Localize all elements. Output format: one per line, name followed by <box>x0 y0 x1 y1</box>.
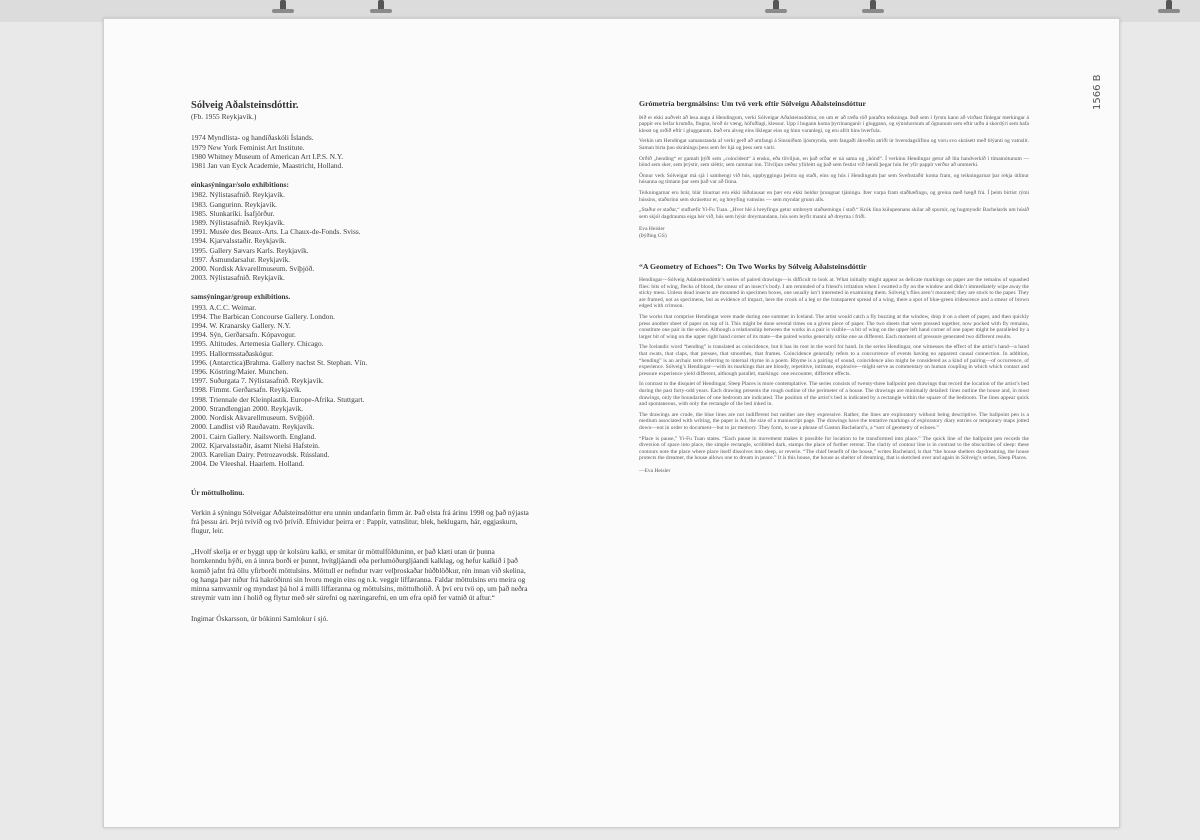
paragraph: Verkin um Hendingar samanstanda af verki gerð að umfangi á Sinsniðum ljósmynda, sem fangaði ákveðin atriði úr hversdagslífinu og voru svo skrásett með blýanti og vatnslit. Saman birta þau skráningu þess sem fer hjá og þess sem varir. <box>639 138 1029 151</box>
list-item: 1996. (Antarctica)Brahma. Gallery nachst St. Stephan. Vín. <box>191 357 368 367</box>
mottul-heading: Úr möttulholinu. <box>191 488 245 498</box>
list-item: 1994. Sýn, Gerðarsafn. Kópavogur. <box>191 330 296 340</box>
essay-heading-en: “A Geometry of Echoes”: On Two Works by Sólveig Aðalsteinsdóttir <box>639 261 867 271</box>
list-item: 1995. Gallery Sævars Karls. Reykjavík. <box>191 245 309 255</box>
list-item: 1981 Jan van Eyck Academie, Maastricht, Holland. <box>191 161 344 171</box>
paragraph: The Icelandic word “hending” is translated as coincidence, but it has its root in the word for hand. In the series Hendingar, one witnesses the effect of the artist’s hand—a hand that swats, that claps, that presses, that smoothes, that frames. Coincidence generally refers to a concurrence of events having no apparent causal connection. In addition, “hending” is an archaic term referring to internal rhyme in a poem. Rhyme is a pairing of sound, coincidence also might be considered as a kind of pairing—of occurrence, of experience. Sólveig’s Hendingar—with its markings that are bloody, repetitive, intimate, explosive—might serve as commentary on human coupling in which which contact and pressure experience yield different, although parallel, markings: one encounter, different effects. <box>639 344 1029 377</box>
list-item: 1998. Triennale der Kleinplastik. Europe-Afrika. Stuttgart. <box>191 394 365 404</box>
list-item: 1994. Kjarvalsstaðir. Reykjavík. <box>191 236 287 246</box>
list-item: 1991. Musée des Beaux-Arts. La Chaux-de-Fonds. Sviss. <box>191 227 361 237</box>
list-item: 2002. Kjarvalsstaðir, ásamt Nielsi Hafstein. <box>191 440 320 450</box>
list-item: 1995. Altitudes. Artemesia Gallery. Chicago. <box>191 339 324 349</box>
education-list <box>191 133 531 170</box>
list-item: 1993. A.C.C. Weimar. <box>191 302 257 312</box>
list-item: 1985. Slunkaríki. Ísafjörður. <box>191 208 275 218</box>
signature: —Eva Heisler <box>639 467 671 474</box>
list-item: 1997. Ásmundarsalur. Reykjavík. <box>191 254 291 264</box>
list-item: 1974 Myndlista- og handíðaskóli Íslands. <box>191 133 314 143</box>
list-item: 2000. Nordisk Akvarellmuseum. Svíþjóð. <box>191 413 315 423</box>
clip-icon <box>860 0 886 16</box>
list-item: 1980 Whitney Museum of American Art I.P.S. N.Y. <box>191 151 344 161</box>
paragraph: The works that comprise Hendingar were made during one summer in Iceland. The artist would catch a fly buzzing at the window, drop it on a sheet of paper, and then quickly press another sheet of paper on top of it. This might be done several times on a given piece of paper. The two sheets that were pressed together, now pocked with fly remains, constitute one pair in the series. Although a relationship between the works in a pair is visible—a bit of wing on the upper left hand corner of one paper might be paralleled by a larger bit of wing on the upper right hand corner of its mate—the paired works generally strike one as different. Each moment of pressure generated two different results. <box>639 314 1029 340</box>
list-item: 1989. Nýlistasafnið. Reykjavík. <box>191 218 285 228</box>
artist-name: Sólveig Aðalsteinsdóttir. <box>191 100 299 111</box>
paragraph: In contrast to the disquiet of Hendingar, Sleep Places is more contemplative. The series consists of twenty-three ballpoint pen drawings that record the location of the artist’s bed during the past forty-odd years. Each drawing presents the rough outline of the perimeter of a house. The drawings are minimally detailed: lines outline the house and, in most drawings, only the boundaries of one bedroom are indicated. The position of the artist’s bed is indicated by a rectangle within the square of the bedroom. The lines appear quick and spontaneous, with only the rectangle of the bed inked in. <box>639 381 1029 408</box>
attribution: Ingimar Óskarsson, úr bókinni Samlokur í sjó. <box>191 614 329 624</box>
paragraph: „Staður er staðar,“ stafhæfir Yi-Fu Tuan. „Hver hlé á hreyfingu getur umbreytt staðsetningu í stað.“ Krók lína kúlupennans skilar að spurnir, og hugmyndir Bachelards um húsið sem skjól dagdrauma eiga hér við, hús sem hýsir dreymandann, hús sem leyfir manni að dreyma í friði. <box>639 207 1029 220</box>
list-item: 1994. W. Kranarsky Gallery. N.Y. <box>191 321 291 331</box>
paragraph: “Place is pause,” Yi-Fu Tuan states. “Each pause in movement makes it possible for location to be transformed into place.” The quick line of the ballpoint pen records the diversion of space into place, the simple rectangle, scribbled dark, stamps the place of further retreat. The clarity of contour line is in contrast to the obscurities of sleep: these contours note the place where place itself dissolves into sleep, or reverie. “The chief benefit of the house,” writes Bachelard, is that “the house shelters daydreaming, the house protects the dreamer, the house allows one to dream in peace.” It is this house, the house as shelter of dreaming, that is sketched over and again in Sólveig’s series, Sleep Places. <box>639 435 1029 462</box>
paragraph: Orðið „hending“ er gamalt þýði sem „coincident“ á ensku, eða tilviljun, en það orðar er ná sama og „hönd“. Í verkinu Hendingar getur að líta handverkið í tímamótunum — hönd sem sker, sem þrýstir, sem sléttir, sem rammar inn. Tilviljun ræður yfirleitt og það sem festist við hendi þegar hún fer yfir pappír verður að ummerki. <box>639 155 1029 169</box>
essay-heading-is: Grómetría bergmálsins: Um tvö verk eftir Sólveigu Aðalsteinsdóttur <box>639 99 867 108</box>
group-heading: samsýningar/group exhibitions. <box>191 292 291 302</box>
paragraph: Hendingar—Sólveig Adalsteinsdóttir’s series of paired drawings—is difficult to look at. What initially might appear as delicate markings on paper are the remains of squashed flies: bits of wing, flecks of blood, the smear of an insect’s body. I am reminded of a friend’s irritation when I swatted a fly on the window and didn’t immediately wipe away the sticky mess. Unless dead insects are mounted in specimen boxes, one usually isn’t interested in examining them. Sólveig’s flies aren’t mounted; they are stuck to the paper. They are framed, not as specimens, but as evidence of impact, here the crook of a leg or the transparent spread of a wing, there a spot of blue-green iridescence and a smear of brown edged with crimson. <box>639 277 1029 310</box>
list-item: 2000. Landlist við Rauðavatn. Reykjavík. <box>191 422 315 432</box>
list-item: 2004. De Vleeshal. Haarlem. Holland. <box>191 459 305 469</box>
artist-born: (Fb. 1955 Reykjavík.) <box>191 112 257 122</box>
right-column <box>639 101 1029 475</box>
handwritten-note: 1566 B <box>1092 74 1103 110</box>
paragraph: Þið er ekki auðvelt að lesa augu á Hendingum, verki Sólveigar Aðalsteinsdóttur, en um er að ræða röð paraðra teikninga. Það sem í fyrstu kann að virðast fínlegar merkingar á pappír eru leifar krumða, flugna, hroð úr væng, höfuðlagi, klessur. Upp í hugann koma þyrrinanganir í gluggann, og sýnishornum af ögnunum sem eftir urðu á skordýri sem hafa klesst og orðið eftir í glugganum. Það eru alveg eins líklegar eins og hinn varanlegi, og eru afrit hins hverfula. <box>639 114 1029 134</box>
solo-heading: einkasýningar/solo exhibitions: <box>191 180 289 190</box>
list-item: 1995. Hallormsstaðaskógur. <box>191 348 274 358</box>
clip-icon <box>270 0 296 16</box>
list-item: 1996. Köstring/Maier. Munchen. <box>191 367 289 377</box>
list-item: 1982. Nýlistasafnið. Reykjavík. <box>191 190 285 200</box>
mottul-paragraph: Verkin á sýningu Sólveigar Aðalsteinsdóttur eru unnin undanfarin fimm ár. Það elsta frá árinu 1998 og það nýjasta frá þessu ári. Þrjú tvívíð og tvö þrívíð. Efnividur þeirra er : Pappír, vatnslitur, blek, heklugarn, hár, eggjaskurn, flugur, leir. <box>191 507 529 535</box>
list-item: 2003. Karelian Dairy. Petrozavodsk. Rússland. <box>191 449 330 459</box>
solo-list <box>191 190 531 282</box>
signature: Eva Heisler <box>639 226 665 233</box>
translation-note: (Þýðing GS) <box>639 232 667 239</box>
list-item: 2000. Strandlengjan 2000. Reykjavík. <box>191 403 304 413</box>
paragraph: The drawings are crude, the blue lines are not indifferent but neither are they expressive. Rather, the lines are exploratory without being descriptive. The ballpoint pen is a medium associated with writing, the paper is A4, the size of a manuscript page. The drawings have the tentative markings of exploratory diary entries or temporary maps jotted down—not in order to document—but to jar memory. They form, to use a phrase of Gaston Bachelard’s, a “sort of geometry of echoes.” <box>639 411 1029 431</box>
list-item: 1983. Gangurinn. Reykjavík. <box>191 199 278 209</box>
list-item: 2000. Nordisk Akvarellmuseum. Svíþjóð. <box>191 264 315 274</box>
list-item: 2003. Nýlistasafnið. Reykjavík. <box>191 273 285 283</box>
quote-paragraph: „Hvolf skelja er er byggt upp úr kolsúru kalki, er smitar úr möttulfölduninn, er það klæti utan úr þunna hornkenndu hýði, en á innra borði er þunnt, hvítgljáandi eða perlumóðurgljáandi kalklag, og hefur kalkið í það komið jafnt frá öllu yfirborði möttulsins. Möttull er nefndur tvær velþroskaðar húðblöðkur, rén innan við skelina, og hanga þær niður frá hakróðinni sin hvoru megin eins og n.k. veggir líffæranna. Faldar möttulsins eru meira og minna samvaxnir og myndast þá hol á milli líffæranna og möttulsins, möttulholið. Á því eru tvö op, um það neðra streymir vatn inn í holið og flytur með sér súrefni og næringarefni, en um efra opið fer vatnið út aftur.“ <box>191 547 528 603</box>
clip-icon <box>1156 0 1182 16</box>
clip-icon <box>763 0 789 16</box>
paragraph: Teikningarnar eru hrár, blár línurnar eru ekki lúðulausar en þær eru ekki heldur þrungnar tjáningu. Þær varpa fram staðhæfingu, og greina með hægð frá. Í þeim birtist rými hússins, staðurinn sem skrásettur er, og hreyfing vatnsins — sem myndar grunn alls. <box>639 189 1029 203</box>
list-item: 1979 New York Feminist Art Institute. <box>191 142 305 152</box>
group-list <box>191 303 531 469</box>
clip-icon <box>368 0 394 16</box>
left-column <box>191 101 531 634</box>
list-item: 1997. Suðurgata 7. Nýlistasafnið. Reykjavík. <box>191 376 324 386</box>
document-sheet <box>103 18 1120 828</box>
list-item: 1998. Fimmt. Gerðarsafn. Reykjavík. <box>191 385 302 395</box>
paragraph: Önnur verk Sólveigar má sjá í samhengi við hús, uppbyggingu þeirra og staði, eins og hús í Hendingum þar sem Svefnstaðir koma fram, og teikningarnar þar rekja útlínur húsanna og tímann þar sem það var að finna. <box>639 172 1029 186</box>
list-item: 2001. Cairn Gallery. Nailsworth. England. <box>191 431 317 441</box>
list-item: 1994. The Barbican Concourse Gallery. London. <box>191 311 335 321</box>
